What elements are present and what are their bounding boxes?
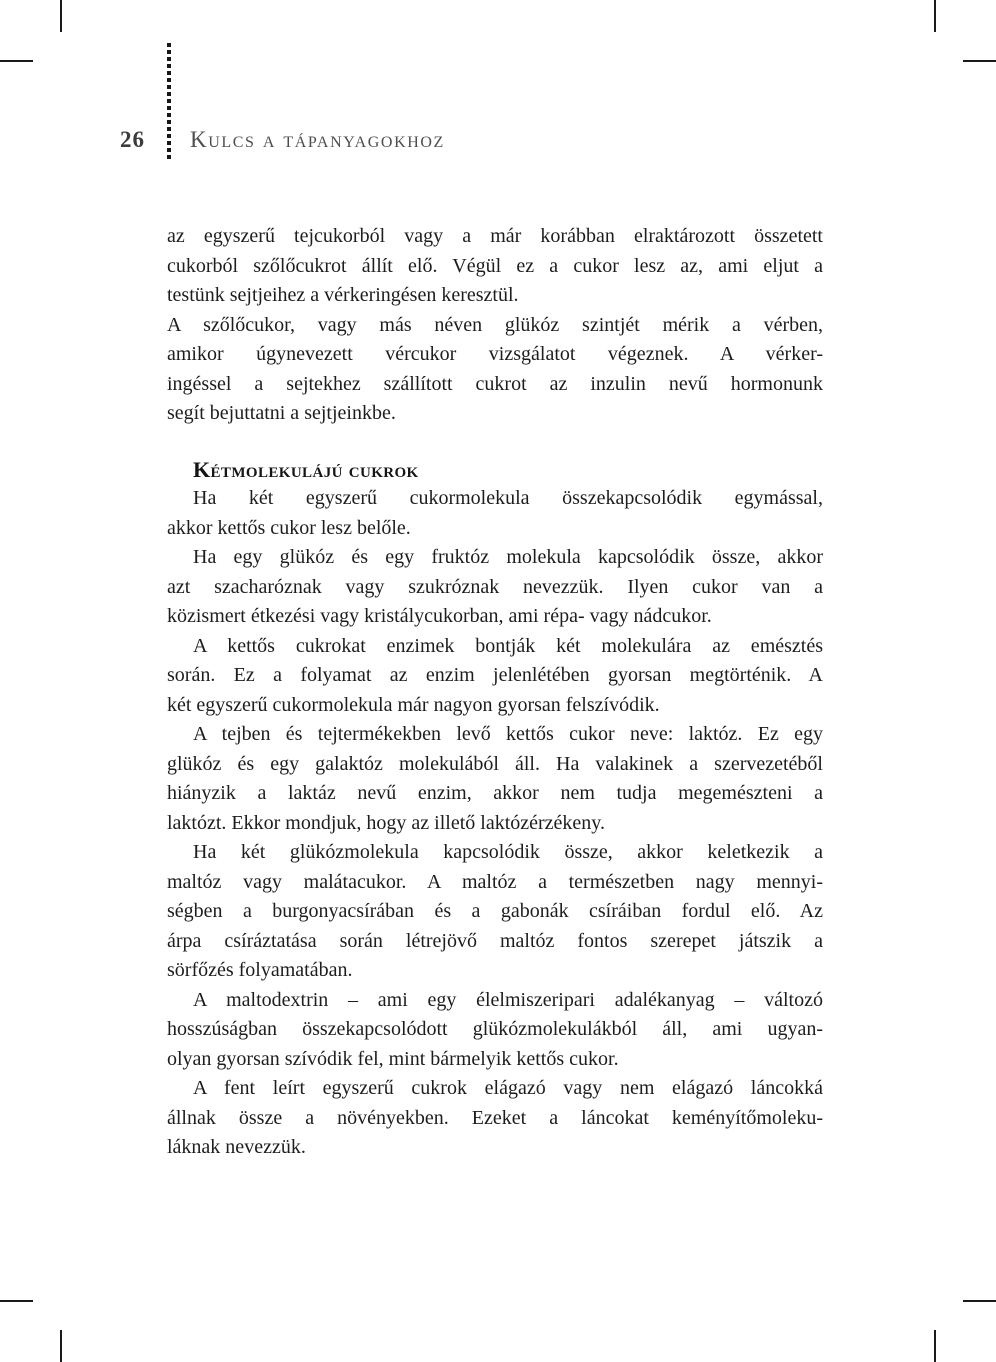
text-line: akkor kettős cukor lesz belőle. — [167, 516, 411, 539]
header-dotted-rule — [167, 43, 171, 161]
text-line: laktózt. Ekkor mondjuk, hogy az illető laktózérzékeny. — [167, 811, 606, 834]
text-line: árpa csíráztatása során létrejövő maltóz fontos szerepet játszik a — [167, 929, 823, 952]
paragraph — [167, 632, 823, 721]
paragraph — [167, 838, 823, 986]
text-line: cukorból szőlőcukrot állít elő. Végül ez a cukor lesz az, ami eljut a — [167, 254, 823, 277]
page-number: 26 — [120, 127, 145, 152]
text-line: Ha egy glükóz és egy fruktóz molekula kapcsolódik össze, akkor — [193, 546, 823, 568]
text-line: olyan gyorsan szívódik fel, mint bármelyik kettős cukor. — [167, 1047, 619, 1070]
text-line: maltóz vagy malátacukor. A maltóz a természetben nagy mennyi- — [167, 870, 823, 893]
paragraph — [167, 484, 823, 543]
text-line: A szőlőcukor, vagy más néven glükóz szintjét mérik a vérben, — [167, 313, 823, 336]
crop-mark-bottom-right-horizontal — [963, 1300, 996, 1302]
text-line: azt szacharóznak vagy szukróznak nevezzük. Ilyen cukor van a — [167, 575, 823, 598]
text-line: segít bejuttatni a sejtjeinkbe. — [167, 402, 396, 424]
crop-mark-bottom-left-horizontal — [0, 1300, 33, 1302]
crop-mark-top-right-vertical — [934, 0, 936, 32]
text-line: hosszúságban összekapcsolódott glükózmolekulákból áll, ami ugyan- — [167, 1018, 823, 1040]
text-line: láknak nevezzük. — [167, 1136, 306, 1158]
text-line: A fent leírt egyszerű cukrok elágazó vagy nem elágazó láncokká — [193, 1077, 823, 1099]
paragraph — [167, 986, 823, 1075]
body-text — [167, 222, 823, 1163]
text-line: állnak össze a növényekben. Ezeket a láncokat keményítőmoleku- — [167, 1106, 823, 1129]
paragraph — [167, 720, 823, 838]
text-line: Ha két egyszerű cukormolekula összekapcsolódik egymással, — [193, 487, 823, 509]
text-line: Ha két glükózmolekula kapcsolódik össze, akkor keletkezik a — [193, 841, 823, 863]
paragraph — [167, 222, 823, 311]
text-line: az egyszerű tejcukorból vagy a már korábban elraktározott összetett — [167, 225, 823, 247]
crop-mark-bottom-right-vertical — [934, 1330, 936, 1362]
text-line: ingéssel a sejtekhez szállított cukrot az inzulin nevű hormonunk — [167, 372, 823, 395]
text-line: A kettős cukrokat enzimek bontják két molekulára az emésztés — [193, 634, 823, 657]
text-line: ségben a burgonyacsírában és a gabonák csíráiban fordul elő. Az — [167, 900, 823, 922]
text-line: amikor úgynevezett vércukor vizsgálatot végeznek. A vérker- — [167, 343, 823, 365]
text-line: A maltodextrin – ami egy élelmiszeripari adalékanyag – változó — [193, 988, 823, 1011]
crop-mark-bottom-left-vertical — [60, 1330, 62, 1362]
crop-mark-top-left-vertical — [60, 0, 62, 32]
paragraph — [167, 543, 823, 632]
paragraph — [167, 311, 823, 429]
paragraph — [167, 1074, 823, 1163]
text-line: két egyszerű cukormolekula már nagyon gyorsan felszívódik. — [167, 693, 660, 716]
text-line: testünk sejtjeihez a vérkeringésen keresztül. — [167, 284, 519, 306]
text-line: glükóz és egy galaktóz molekulából áll. Ha valakinek a szervezetéből — [167, 752, 823, 775]
section-heading: Kétmolekulájú cukrok — [193, 456, 419, 482]
text-line: során. Ez a folyamat az enzim jelenlétében gyorsan megtörténik. A — [167, 664, 823, 686]
text-line: közismert étkezési vagy kristálycukorban, ami répa- vagy nádcukor. — [167, 605, 712, 627]
crop-mark-top-right-horizontal — [963, 60, 996, 62]
crop-mark-top-left-horizontal — [0, 60, 33, 62]
running-header: Kulcs a tápanyagokhoz — [190, 127, 445, 152]
text-line: sörfőzés folyamatában. — [167, 959, 353, 981]
text-line: hiányzik a laktáz nevű enzim, akkor nem tudja megemészteni a — [167, 782, 823, 804]
text-line: A tejben és tejtermékekben levő kettős cukor neve: laktóz. Ez egy — [193, 723, 823, 745]
